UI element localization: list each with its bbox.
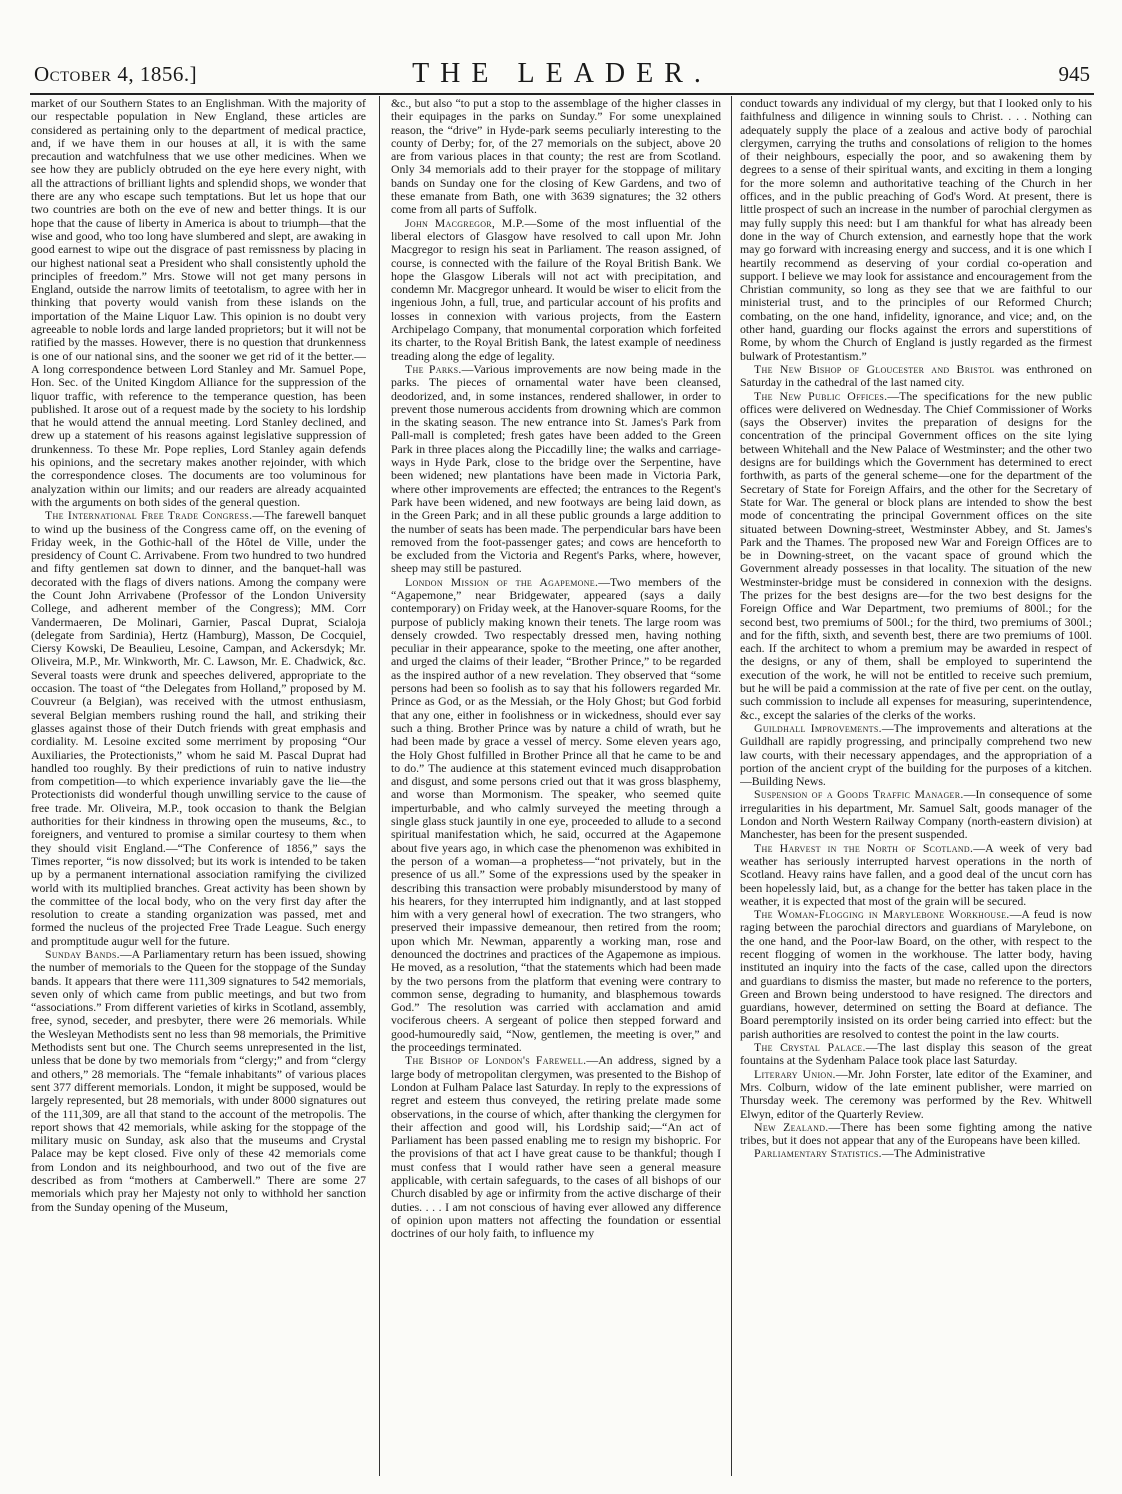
article-heading: The Bishop of London's Farewell. [405, 1053, 587, 1068]
article-paragraph [740, 1068, 1092, 1121]
article-paragraph [391, 576, 721, 1055]
article-heading: London Mission of the Agapemone. [405, 574, 599, 589]
column-3 [740, 97, 1092, 1475]
article-text: —Some of the most influential of the liberal electors of Glasgow have resolved to call upon Mr. John Macgregor to resign his seat in Parliament. The reason assigned, of course, is connected with the failure of the Royal British Bank. We hope the Glasgow Liberals will not act with precipitation, and condemn Mr. Macgregor unheard. It would be wiser to elicit from the ingenious John, a full, true, and particular account of his profits and losses in connexion with various projects, from the Eastern Archipelago Company, that monumental corporation which forfeited its charter, to the Royal British Bank, the latest example of neediness treading along the edge of legality. [391, 215, 721, 363]
article-paragraph [740, 390, 1092, 722]
issue-date: October 4, 1856.] [34, 62, 198, 86]
column-2 [391, 97, 721, 1475]
article-text: —The Administrative [881, 1146, 986, 1161]
article-paragraph [31, 509, 366, 948]
article-text: —A Parliamentary return has been issued, showing the number of memorials to the Queen for the stoppage of the Sunday bands. It appears that there were 111,309 signatures to 542 memorials, seven only of which came from public meetings, and but two from “associations.” From different varieties of kirks in Scotland, assembly, free, synod, seceder, and presbyter, there were 26 memorials. While the Wesleyan Methodists sent no less than 98 memorials, the Primitive Methodists sent but one. The Church seems unrepresented in the list, unless that be done by two memorials from “clergy;” and from “clergy and others,” 28 memorials. The “female inhabitants” of various places sent 377 different memorials. London, it might be supposed, would be largely represented, but 28 memorials, with under 8000 signatures out of the 111,309, are all that stand to the account of the metropolis. The report shows that 42 memorials, while asking for the stoppage of the military music on Sunday, ask also that the museums and Crystal Palace may be kept closed. Five only of these 42 memorials come from London and its neighbourhood, and two out of the five are described as from “mothers at Camberwell.” There are some 27 memorials which pray her Majesty not only to withhold her sanction from the Sunday opening of the Museum, [31, 947, 366, 1214]
page-number: 945 [1058, 62, 1090, 86]
article-heading: The International Free Trade Congress. [45, 508, 253, 523]
article-text: —The improvements and alterations at the Guildhall are rapidly progressing, and principally comprehend two new law courts, with their necessary appendages, and the appropriation of a portion of the ancient crypt of the building for the purposes of a kitchen.—Building News. [740, 720, 1092, 789]
article-heading: John Macgregor, M.P. [405, 215, 525, 230]
article-text: was enthroned on Saturday in the cathedral of the last named city. [740, 361, 1092, 390]
column-divider [731, 96, 732, 1476]
article-paragraph [391, 217, 721, 363]
article-heading: Sunday Bands. [45, 947, 120, 961]
article-paragraph [740, 788, 1092, 841]
article-paragraph [740, 722, 1092, 788]
article-paragraph [740, 1041, 1092, 1068]
article-paragraph [31, 97, 366, 509]
column-1 [31, 97, 366, 1475]
article-heading: The Woman-Flogging in Marylebone Workhouse. [754, 907, 1010, 922]
article-paragraph [740, 1147, 1092, 1160]
article-text: —In consequence of some irregularities in his department, Mr. Samuel Salt, goods manager of the London and North Western Railway Company (north-eastern division) at Manchester, has been for the present suspended. [740, 787, 1092, 842]
column-divider [379, 96, 380, 1476]
article-heading: The Harvest in the North of Scotland. [754, 840, 974, 855]
article-paragraph [740, 908, 1092, 1041]
article-text: —The specifications for the new public offices were delivered on Wednesday. The Chief Commissioner of Works (says the Observer) invites the preparation of designs for the concentration of the principal Government offices on the site lying between Whitehall and the New Palace of Westminster; and the other two designs are for buildings which the Government has determined to erect forthwith, as parts of the general scheme—one for the department of the Secretary of State for Foreign Affairs, and the other for the Secretary of State for War. The general or block plans are intended to show the best mode of concentrating the principal Government offices on the site situated between Downing-street, Westminster Abbey, and St. James's Park and the Thames. The proposed new War and Foreign Offices are to be in Downing-street, on the vacant space of ground which the Government already possesses in that locality. The situation of the new Westminster-bridge must be considered in connexion with the designs. The prizes for the best designs are—for the two best designs for the Foreign Office and War Department, two premiums of 800l.; for the second best, two premiums of 500l.; for the third, two premiums of 300l.; and for the fifth, sixth, and seventh best, there are two premiums of 100l. each. If the architect to whom a premium may be awarded in respect of the designs, or any of them, shall be employed to superintend the execution of the work, he will not be entitled to receive such premium, but he will be paid a commission at the rate of five per cent. on the outlay, such commission to include all expenses for measuring, superintendence, &c., except the salaries of the clerks of the works. [740, 388, 1092, 722]
article-paragraph [740, 363, 1092, 390]
article-heading: Parliamentary Statistics. [754, 1146, 882, 1161]
article-paragraph [391, 97, 721, 217]
article-paragraph [740, 1121, 1092, 1148]
article-heading: The Parks. [405, 361, 462, 376]
article-heading: Literary Union. [754, 1066, 836, 1081]
article-heading: The New Bishop of Gloucester and Bristol [754, 361, 995, 376]
article-paragraph [391, 363, 721, 576]
article-text: —A feud is now raging between the parochial directors and guardians of Marylebone, on the one hand, and the Poor-law Board, on the other, with respect to the recent flogging of women in the workhouse. The latter body, having instituted an inquiry into the facts of the case, called upon the directors and guardians to dismiss the master, but made no reference to the porters, Green and Brown being understood to have resigned. The directors and guardians, however, determined on setting the Board at defiance. The Board peremptorily insisted on its order being carried into effect: but the parish authorities are resolved to contest the point in the law courts. [740, 907, 1092, 1041]
article-paragraph [31, 948, 366, 1214]
article-text: —Various improvements are now being made in the parks. The pieces of ornamental water have been cleansed, deodorized, and, in some instances, rendered shallower, in order to prevent those numerous accidents from drowning which are common in the skating season. The new entrance into St. James's Park from Pall-mall is completed; fresh gates have been added to the Green Park in three places along the Piccadilly line; the walks and carriage-ways in Hyde Park, close to the bridge over the Serpentine, have been widened; new plantations have been made in Victoria Park, where other improvements are effected; the entrances to the Regent's Park have been widened, and new footways are being laid down, as in the Green Park; and in all these public grounds a large addition to the number of seats has been made. The perpendicular bars have been removed from the foot-passenger gates; and cows are henceforth to be excluded from the Victoria and Regent's Parks, where, however, sheep may still be pastured. [391, 361, 721, 576]
article-heading: The New Public Offices. [754, 388, 888, 403]
newspaper-title: THE LEADER. [412, 58, 712, 89]
article-heading: The Crystal Palace. [754, 1040, 866, 1055]
article-heading: Guildhall Improvements. [754, 720, 882, 735]
article-text: &c., but also “to put a stop to the assemblage of the higher classes in their equipages in the parks on Sunday.” For some unexplained reason, the “drive” in Hyde-park seems peculiarly interesting to the county of Derby; for, of the 27 memorials on the subject, above 20 are from various places in that county; the rest are from Scotland. Only 34 memorials add to their prayer for the stoppage of military bands on Sunday one for the closing of Kew Gardens, and two of these emanate from Bath, one with 3639 signatures; the 32 others come from all parts of Suffolk. [391, 97, 721, 217]
article-paragraph [740, 97, 1092, 363]
article-text: —The last display this season of the great fountains at the Sydenham Palace took place last Saturday. [740, 1040, 1092, 1068]
article-paragraph [740, 842, 1092, 908]
article-text: —Two members of the “Agapemone,” near Bridgewater, appeared (says a daily contemporary) on Friday week, at the Hanover-square Rooms, for the purpose of publicly making known their tenets. The large room was densely crowded. Two respectably dressed men, having nothing peculiar in their appearance, spoke to the meeting, one after another, and urged the claims of their leader, “Brother Prince,” to be regarded as the inspired author of a new revelation. They observed that “some persons had been so foolish as to say that his followers regarded Mr. Prince as God, or as the Messiah, or the Holy Ghost; but God forbid that any one, either in foolishness or in wickedness, should ever say such a thing. Brother Prince was by nature a child of wrath, but he had been made by grace a vessel of mercy. Some eleven years ago, the Holy Ghost fulfilled in Brother Prince all that he came to be and to do.” The audience at this statement evinced much disapprobation and disgust, and some persons cried out that it was gross blasphemy, and worse than Mormonism. The speaker, who seemed quite imperturbable, and who calmly surveyed the meeting through a single glass stuck jauntily in one eye, proceeded to allude to a second spiritual manifestation which, he said, occurred at the Agapemone about five years ago, in which case the phenomenon was exhibited in the person of a woman—a prophetess—“not privately, but in the presence of us all.” Some of the expressions used by the speaker in describing this transaction were probably misunderstood by many of his hearers, for they interrupted him indignantly, and at last stopped him with a very general howl of execration. The two strangers, who preserved their impassive demeanour, then retired from the room; upon which Mr. Newman, apparently a working man, rose and denounced the doctrines and practices of the Agapemone as impious. He moved, as a resolution, “that the statements which had been made by the two persons from the platform that evening were contrary to common sense, degrading to humanity, and blasphemous towards God.” The resolution was carried with acclamation and amid vociferous cheers. A sergeant of police then stepped forward and good-humouredly said, “Now, gentlemen, the meeting is over,” and the proceedings terminated. [391, 574, 721, 1055]
article-text: —An address, signed by a large body of metropolitan clergymen, was presented to the Bishop of London at Fulham Palace last Saturday. In reply to the expressions of regret and esteem thus conveyed, the retiring prelate made some observations, in the course of which, after thanking the clergymen for their affection and good will, his Lordship said;—“An act of Parliament has been passed enabling me to resign my bishopric. For the provisions of that act I have great cause to be thankful; though I must confess that I would rather have seen a general measure applicable, with certain safeguards, to the cases of all bishops of our Church disabled by age or infirmity from the active discharge of their duties. . . . I am not conscious of having ever allowed any difference of opinion upon matters not affecting the foundation or essential doctrines of our holy faith, to influence my [391, 1053, 721, 1241]
article-heading: Suspension of a Goods Traffic Manager. [754, 787, 964, 802]
article-text: market of our Southern States to an Englishman. With the majority of our respectable population in New England, these articles are considered as pertaining only to the department of medical practice, and, if we have them in our houses at all, it is with the same precaution and watchfulness that we use other medicines. When we see how they are publicly obtruded on the eye here every night, with all the attractions of brilliant lights and splendid shops, we wonder that there are any who escape such temptations. But let us hope that our two countries are both on the eve of new and better things. It is our hope that the cause of liberty in America is about to triumph—that the wise and good, who too long have slumbered and slept, are awaking in good earnest to wipe out the disgrace of past remissness by placing in our highest national seat a President who shall consistently uphold the principles of freedom.” Mrs. Stowe will not get many persons in England, outside the narrow limits of teetotalism, to agree with her in thinking that poverty would vanish from these islands on the importation of the Maine Liquor Law. This opinion is no doubt very agreeable to noble lords and large landed proprietors; but it will not be ratified by the masses. However, there is no question that drunkenness is one of our national sins, and the sooner we get rid of it the better.—A long correspondence between Lord Stanley and Mr. Samuel Pope, Hon. Sec. of the United Kingdom Alliance for the suppression of the liquor traffic, with reference to the temperance question, has been published. It arose out of a request made by the society to his lordship that he would attend the annual meeting. Lord Stanley declined, and drew up a statement of his reasons against legislative suppression of drunkenness. To these Mr. Pope replies, Lord Stanley again defends his opinions, and the secretary makes another rejoinder, with which the correspondence closes. The documents are too voluminous for analyzation within our limits; and our readers are already acquainted with the arguments on both sides of the general question. [31, 97, 366, 509]
article-text: —There has been some fighting among the native tribes, but it does not appear that any of the Europeans have been killed. [740, 1119, 1092, 1148]
article-text: conduct towards any individual of my clergy, but that I looked only to his faithfulness and diligence in winning souls to Christ. . . . Nothing can adequately supply the place of a zealous and active body of parochial clergymen, carrying the truths and consolations of religion to the homes of their neighbours, especially the poor, and so awakening them by degrees to a sense of their spiritual wants, and exciting in them a longing for the more solemn and authoritative teaching of the Church in her offices, and in the public preaching of God's Word. At present, there is little prospect of such an increase in the number of parochial clergymen as may fully supply this need: but I am thankful for what has already been done in the way of Church extension, and earnestly hope that the work may go forward with increasing energy and success, and it is one which I heartily recommend as deserving of your cordial co-operation and support. I believe we may look for assistance and encouragement from the Christian community, so long as they see that we are faithful to our ministerial trust, and to the principles of our Reformed Church; combating, on the one hand, infidelity, ignorance, and vice; and, on the other hand, guarding our flocks against the errors and superstitions of Rome, by whom the Church of England is justly regarded as the firmest bulwark of Protestantism.” [740, 97, 1092, 363]
article-text: —A week of very bad weather has seriously interrupted harvest operations in the north of Scotland. Heavy rains have fallen, and a good deal of the uncut corn has been hopelessly laid, but, as a change for the better has taken place in the weather, it is expected that most of the grain will be secured. [740, 840, 1092, 908]
article-paragraph [391, 1054, 721, 1240]
masthead [30, 56, 1094, 90]
article-heading: New Zealand. [754, 1119, 829, 1134]
article-text: —Mr. John Forster, late editor of the Examiner, and Mrs. Colburn, widow of the late eminent publisher, were married on Thursday week. The ceremony was performed by the Rev. Whitwell Elwyn, editor of the Quarterly Review. [740, 1066, 1092, 1121]
article-text: —The farewell banquet to wind up the business of the Congress came off, on the evening of Friday week, in the Gothic-hall of the Hôtel de Ville, under the presidency of Count C. Arrivabene. From two hundred to two hundred and fifty gentlemen sat down to dinner, and the banquet-hall was decorated with the flags of divers nations. Among the company were the Count John Arrivabene (Professor of the London University College, and adherent member of the Congress); MM. Corr Vandermaeren, De Molinari, Garnier, Pascal Duprat, Scialoja (delegate from Sardinia), Hertz (Hamburg), Masson, De Cocquiel, Ciersy Kowski, De Beaulieu, Lesoine, Campan, and Ackersdyk; Mr. Oliveira, M.P., Mr. Winkworth, Mr. C. Lawson, Mr. E. Chadwick, &c. Several toasts were drunk and speeches delivered, appropriate to the occasion. The toast of “the Delegates from Holland,” proposed by M. Couvreur (a Belgian), was received with the utmost enthusiasm, several Belgian members rushing round the hall, and striking their glasses against those of their Dutch friends with great emphasis and cordiality. M. Lesoine excited some merriment by proposing “Our Auxiliaries, the Protectionists,” whom he said M. Pascal Duprat had handled too roughly. By their predictions of ruin to native industry from competition—to which experience invariably gave the lie—the Protectionists did wonderful though unwilling service to the cause of free trade. Mr. Oliveira, M.P., took occasion to thank the Belgian authorities for their kindness in throwing open the museums, &c., to foreigners, and ventured to promise a similar courtesy to them when they should visit England.—“The Conference of 1856,” says the Times reporter, “is now dissolved; but its work is intended to be taken up by a permanent international association ramifying the civilized world with its multiplied branches. Great activity has been shown by the committee of the local body, who on the very first day after the resolution to create a standing organization was passed, met and formed the nucleus of the projected Free Trade League. Such energy and promptitude augur well for the future. [31, 508, 366, 948]
header-rule [30, 93, 1094, 95]
